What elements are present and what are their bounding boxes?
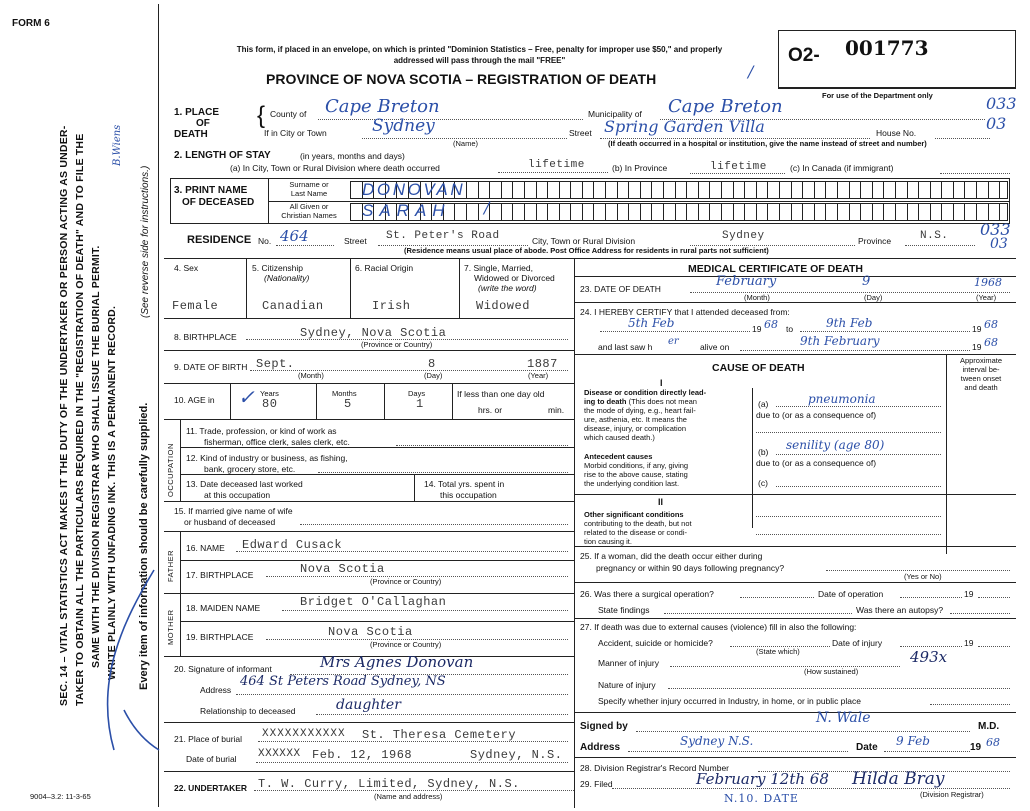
spouse-line1: 15. If married give name of wife: [174, 506, 293, 516]
days-label: Days: [408, 389, 426, 398]
cause-title: CAUSE OF DEATH: [712, 362, 805, 374]
informant-signature: Mrs Agnes Donovan: [320, 653, 474, 671]
hospital-note: (If death occurred in a hospital or institution, give the name instead of street and number): [608, 139, 927, 148]
citizenship-sub: (Nationality): [264, 273, 310, 283]
informant-address-label: Address: [200, 685, 232, 695]
residence-label: RESIDENCE: [187, 234, 252, 246]
mother-maiden-label: 18. MAIDEN NAME: [186, 603, 261, 613]
alive-year-hw: 68: [984, 336, 998, 349]
death-year-sub: (Year): [976, 293, 997, 302]
q27-state-which: (State which): [756, 647, 800, 656]
check-mark-name: /: [484, 198, 490, 217]
marital-label: 7. Single, Married, Widowed or Divorced (write the word): [464, 263, 555, 293]
occupation-11-line1: 11. Trade, profession, or kind of work as: [186, 426, 337, 436]
informant-label: 20. Signature of informant: [174, 664, 272, 674]
municipality-value: Cape Breton: [668, 96, 783, 117]
registrar-signature: Hilda Bray: [852, 769, 945, 789]
attended-year1: 19: [752, 324, 762, 334]
dob-day: 8: [428, 357, 436, 371]
footer-code: 9004–3.2: 11-3-65: [30, 792, 91, 801]
stay-b-value: lifetime: [710, 161, 767, 173]
place-label: 1. PLACE OF DEATH: [174, 107, 220, 140]
father-birthplace-sub: (Province or Country): [370, 577, 442, 586]
father-birthplace: Nova Scotia: [300, 562, 385, 576]
department-code-4: 03: [990, 236, 1008, 252]
marital-value: Widowed: [476, 299, 530, 313]
dob-label: 9. DATE OF BIRTH: [174, 362, 248, 372]
birthplace-sub: (Province or Country): [361, 340, 433, 349]
months-value: 5: [344, 397, 352, 411]
form-title: PROVINCE OF NOVA SCOTIA – REGISTRATION OF DEATH: [266, 71, 657, 87]
burial-date: Feb. 12, 1968: [312, 748, 413, 762]
residence-no-label: No.: [258, 236, 272, 246]
q27-manner: Manner of injury: [598, 658, 659, 668]
county-value: Cape Breton: [325, 96, 440, 117]
relationship-value: daughter: [336, 697, 401, 713]
q27-how: (How sustained): [804, 667, 859, 676]
residence-city-label: City, Town or Rural Division: [532, 236, 636, 246]
age-label: 10. AGE in: [174, 395, 215, 405]
street-label: Street: [569, 128, 592, 138]
registrar-stamp: N.10. DATE: [724, 792, 799, 805]
q25-line1: 25. If a woman, did the death occur either during: [580, 551, 763, 561]
dob-year: 1887: [527, 357, 558, 371]
burial-place-label: 21. Place of burial: [174, 734, 243, 744]
signed-address-label: Address: [580, 742, 621, 753]
check-mark-header: /: [748, 62, 754, 81]
side-note-6: (See reverse side for instructions.): [140, 165, 151, 318]
registrar-number-label: 28. Division Registrar's Record Number: [580, 763, 730, 773]
stay-a-label: (a) In City, Town or Rural Division where death occurred: [230, 163, 440, 173]
alive-on-label: alive on: [700, 342, 730, 352]
house-label: House No.: [876, 128, 917, 138]
surname-value: DONOVAN: [362, 180, 466, 199]
form-number: FORM 6: [12, 18, 50, 29]
hrs-label: hrs. or: [478, 405, 503, 415]
mother-birthplace-sub: (Province or Country): [370, 640, 442, 649]
attended-to: 9th Feb: [826, 316, 873, 330]
residence-street: St. Peter's Road: [386, 230, 500, 242]
residence-note: (Residence means usual place of abode. Post Office Address for residents in rural parts not sufficient): [404, 246, 769, 255]
death-month-sub: (Month): [744, 293, 770, 302]
burial-place: St. Theresa Cemetery: [362, 728, 517, 742]
municipality-label: Municipality of: [588, 109, 642, 119]
death-date-year: 1968: [974, 276, 1002, 289]
given-label: All Given or Christian Names: [281, 202, 337, 220]
citizenship-value: Canadian: [262, 299, 324, 313]
death-day-sub: (Day): [864, 293, 883, 302]
months-label: Months: [332, 389, 357, 398]
due-to-2: due to (or as a consequence of): [756, 458, 877, 468]
alive-year: 19: [972, 342, 982, 352]
name-sublabel: (Name): [453, 139, 479, 148]
occupation-14-line1: 14. Total yrs. spent in: [424, 479, 505, 489]
undertaker-value: T. W. Curry, Limited, Sydney, N.S.: [258, 777, 520, 791]
mother-birthplace: Nova Scotia: [328, 625, 413, 639]
occupation-13-line1: 13. Date deceased last worked: [186, 479, 303, 489]
stay-label: 2. LENGTH OF STAY: [174, 150, 271, 161]
death-date-label: 23. DATE OF DEATH: [580, 284, 661, 294]
relationship-label: Relationship to deceased: [200, 706, 296, 716]
side-note-handwritten: B.Wiens: [112, 124, 123, 166]
filed-label: 29. Filed: [580, 779, 613, 789]
burial-date-strike: XXXXXX: [258, 748, 301, 760]
q26-label: 26. Was there a surgical operation?: [580, 589, 714, 599]
dob-month: Sept.: [256, 357, 295, 371]
signed-md: M.D.: [978, 721, 1000, 732]
stay-c-label: (c) In Canada (if immigrant): [790, 163, 894, 173]
mother-birthplace-label: 19. BIRTHPLACE: [186, 632, 254, 642]
registrar-sub: (Division Registrar): [920, 790, 984, 799]
cause-b-label: (b): [758, 447, 769, 457]
attended-from: 5th Feb: [628, 316, 675, 330]
cause-roman-1: I: [660, 378, 663, 388]
side-note-2: TAKER TO OBTAIN ALL THE PARTICULARS REQUIRED IN THE "REGISTRATION OF DEATH" AND TO FILE THE: [74, 133, 86, 706]
attended-to-label: to: [786, 324, 794, 334]
signed-by-label: Signed by: [580, 721, 628, 732]
county-label: County of: [270, 109, 307, 119]
less-day-label: If less than one day old: [457, 389, 545, 399]
alive-on-hw: 9th February: [800, 334, 880, 348]
occupation-14-line2: this occupation: [440, 490, 497, 500]
residence-province-label: Province: [858, 236, 892, 246]
occupation-12-line2: bank, grocery store, etc.: [204, 464, 296, 474]
signed-year-hw: 68: [986, 736, 1000, 749]
department-code-2: 03: [986, 114, 1007, 133]
age-check-mark: ✓: [238, 385, 255, 409]
signed-date-label: Date: [856, 742, 878, 753]
serial-prefix: O2-: [788, 45, 820, 66]
approx-interval: Approximate interval be- tween onset and death: [959, 356, 1003, 392]
birthplace-label: 8. BIRTHPLACE: [174, 332, 237, 342]
cause-a-label: (a): [758, 399, 769, 409]
q27-label: 27. If death was due to external causes (violence) fill in also the following:: [580, 622, 857, 632]
residence-street-label: Street: [344, 236, 367, 246]
antecedent-text: Antecedent causes Morbid conditions, if any, giving rise to the above cause, stating the underlying condition last.: [584, 452, 689, 488]
q27-date-injury: Date of injury: [832, 638, 883, 648]
street-value: Spring Garden Villa: [604, 117, 765, 136]
q26-autopsy: Was there an autopsy?: [856, 605, 944, 615]
citizenship-label: 5. Citizenship: [252, 263, 304, 273]
department-use: For use of the Department only: [822, 91, 933, 100]
residence-no: 464: [280, 227, 309, 245]
cause-b-value: senility (age 80): [786, 438, 885, 452]
undertaker-label: 22. UNDERTAKER: [174, 783, 248, 793]
side-note-5: Every item of information should be carefully supplied.: [138, 402, 150, 690]
q27-nature: Nature of injury: [598, 680, 656, 690]
last-saw-label: and last saw h: [598, 342, 653, 352]
racial-label: 6. Racial Origin: [355, 263, 414, 273]
informant-address: 464 St Peters Road Sydney, NS: [240, 674, 446, 689]
death-date-month: February: [716, 274, 777, 289]
burial-strike: XXXXXXXXXXX: [262, 728, 346, 740]
days-value: 1: [416, 397, 424, 411]
spouse-line2: or husband of deceased: [184, 517, 276, 527]
q27-year: 19: [964, 638, 974, 648]
stay-a-value: lifetime: [528, 159, 585, 171]
q27-accident: Accident, suicide or homicide?: [598, 638, 713, 648]
residence-city: Sydney: [722, 230, 765, 242]
cause-a-value: pneumonia: [808, 392, 876, 406]
q27-code: 493x: [910, 648, 948, 666]
side-note-1: SEC. 14 – VITAL STATISTICS ACT MAKES IT THE DUTY OF THE UNDERTAKER OR PERSON ACTING AS UNDER-: [58, 125, 70, 706]
father-birthplace-label: 17. BIRTHPLACE: [186, 570, 254, 580]
dob-day-sub: (Day): [424, 371, 443, 380]
q26-date-label: Date of operation: [818, 589, 884, 599]
side-note-3: SAME WITH THE DIVISION REGISTRAR WHO SHALL ISSUE THE BURIAL PERMIT.: [90, 245, 102, 668]
medical-title: MEDICAL CERTIFICATE OF DEATH: [688, 263, 863, 275]
department-code-3: 033: [980, 220, 1011, 239]
occupation-side-label: OCCUPATION: [166, 443, 175, 497]
occupation-13-line2: at this occupation: [204, 490, 271, 500]
q25-yes-no: (Yes or No): [904, 572, 942, 581]
other-conditions-text: Other significant conditions contributing to the death, but not related to the disease or condi- tion causing it.: [584, 510, 692, 546]
filed-date: February 12th 68: [696, 770, 829, 788]
undertaker-sub: (Name and address): [374, 792, 443, 801]
certify-label: 24. I HEREBY CERTIFY that I attended deceased from:: [580, 307, 790, 317]
father-side-label: FATHER: [166, 549, 175, 582]
stay-sub: (in years, months and days): [300, 151, 405, 161]
signed-address: Sydney N.S.: [680, 734, 754, 748]
years-label: Years: [260, 389, 279, 398]
q26-year: 19: [964, 589, 974, 599]
dob-month-sub: (Month): [298, 371, 324, 380]
mother-side-label: MOTHER: [166, 609, 175, 645]
q27-specify: Specify whether injury occurred in Industry, in home, or in public place: [598, 696, 861, 706]
occupation-11-line2: fisherman, office clerk, sales clerk, etc.: [204, 437, 350, 447]
sex-label: 4. Sex: [174, 263, 199, 273]
column-divider: [574, 258, 575, 808]
due-to-1: due to (or as a consequence of): [756, 410, 877, 420]
cause-roman-2: II: [658, 497, 664, 507]
attended-year1-hw: 68: [764, 318, 778, 331]
signed-year: 19: [970, 742, 982, 753]
serial-number: 001773: [845, 36, 929, 60]
q26-findings: State findings: [598, 605, 650, 615]
years-value: 80: [262, 397, 278, 411]
birthplace-value: Sydney, Nova Scotia: [300, 326, 447, 340]
cause-c-label: (c): [758, 478, 768, 488]
sex-value: Female: [172, 299, 219, 313]
envelope-notice: This form, if placed in an envelope, on which is printed "Dominion Statistics – Free, penalty for improper use $50," and properly addressed will pass through the mail "FREE": [236, 45, 723, 65]
print-name-label: 3. PRINT NAME OF DECEASED: [174, 185, 255, 208]
signed-by-value: N. Wale: [816, 710, 871, 726]
department-code-1: 033: [986, 94, 1017, 113]
signed-date: 9 Feb: [896, 734, 930, 748]
father-name-label: 16. NAME: [186, 543, 225, 553]
side-note-4: WRITE PLAINLY WITH UNFADING INK. THIS IS A PERMANENT RECORD.: [106, 305, 118, 680]
margin-scribble: [84, 560, 164, 760]
given-value: SARAH: [362, 201, 451, 220]
attended-year2-hw: 68: [984, 318, 998, 331]
direct-cause-text: Disease or condition directly lead- ing to death (This does not mean the mode of dying, e.g., heart fail- ure, asthenia, etc. It means the disease, injury, or complication which caused death.): [584, 388, 707, 442]
min-label: min.: [548, 405, 565, 415]
racial-value: Irish: [372, 299, 411, 313]
mother-maiden: Bridget O'Callaghan: [300, 595, 447, 609]
q25-line2: pregnancy or within 90 days following pregnancy?: [596, 563, 785, 573]
burial-date-label: Date of burial: [186, 754, 237, 764]
city-label: If in City or Town: [264, 128, 327, 138]
occupation-12-line1: 12. Kind of industry or business, as fishing,: [186, 453, 348, 463]
surname-label: Surname or Last Name: [289, 180, 329, 198]
dob-year-sub: (Year): [528, 371, 549, 380]
city-value: Sydney: [372, 116, 435, 136]
burial-city: Sydney, N.S.: [470, 748, 563, 762]
death-date-day: 9: [862, 274, 871, 289]
stay-b-label: (b) In Province: [612, 163, 668, 173]
attended-year2: 19: [972, 324, 982, 334]
last-saw-hw: er: [668, 336, 679, 347]
father-name: Edward Cusack: [242, 538, 343, 552]
residence-province: N.S.: [920, 230, 949, 242]
